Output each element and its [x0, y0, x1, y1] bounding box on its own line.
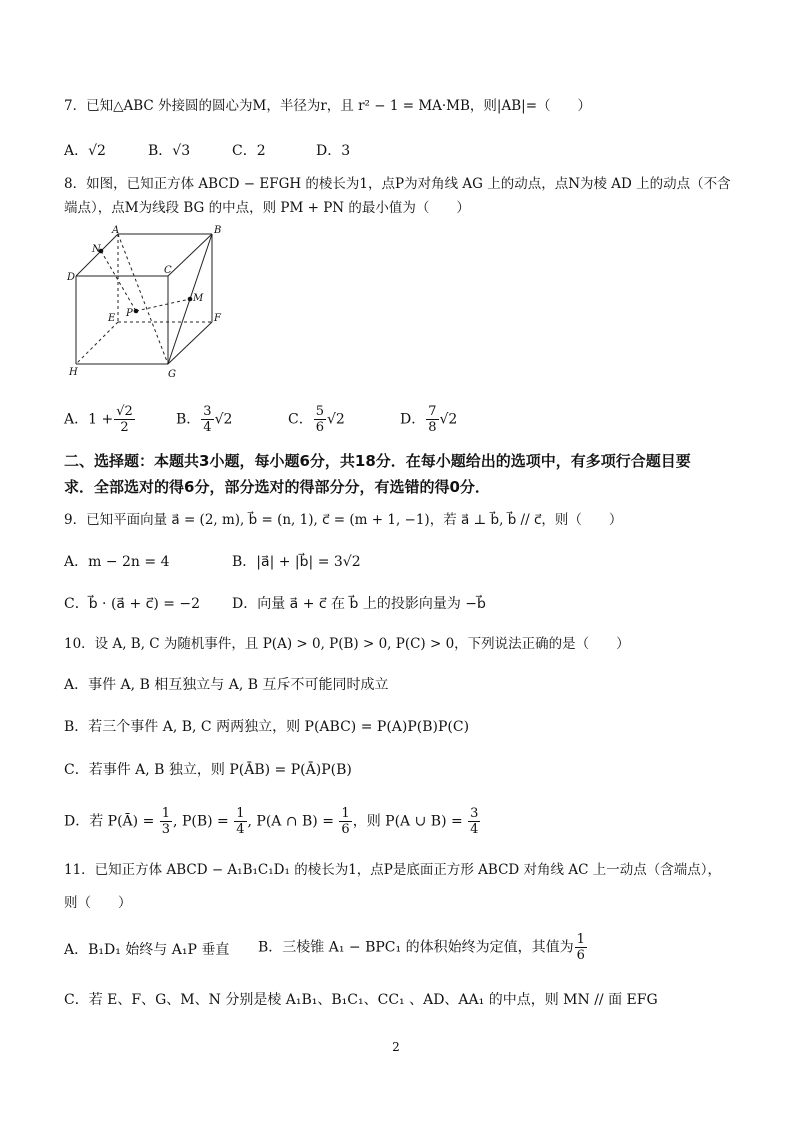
q11-option-b-text: B．三棱锥 A₁ − BPC₁ 的体积始终为定值，其值为: [258, 939, 574, 956]
q10-d-frac4-num: 3: [470, 806, 479, 821]
q10-d-frac1-den: 3: [161, 822, 171, 837]
q10-d-frac3-num: 1: [341, 806, 350, 821]
label-P: P: [126, 308, 133, 319]
q8-option-d-suffix: √2: [439, 411, 458, 428]
q10-stem: 10．设 A, B, C 为随机事件，且 P(A) > 0, P(B) > 0, P(C) > 0，下列说法正确的是（ ）: [64, 636, 630, 652]
label-G: G: [168, 369, 176, 380]
edge-EH: [76, 322, 118, 364]
label-M: M: [193, 293, 204, 304]
q10-option-d-mid2: , P(A ∩ B) =: [247, 813, 334, 830]
q10-option-a: A．事件 A, B 相互独立与 A, B 互斥不可能同时成立: [64, 677, 389, 693]
label-E: E: [108, 313, 116, 324]
q8-option-a-prefix: 1 +: [88, 411, 114, 428]
q11-option-b-den: 6: [576, 948, 585, 963]
q8-option-d-den: 8: [428, 420, 437, 435]
q8-option-a: [64, 404, 136, 435]
q7-option-b: B．√3: [148, 143, 191, 159]
q10-option-d-pre: D．若 P(Ā) =: [64, 813, 155, 830]
q10-d-frac4-den: 4: [470, 822, 479, 837]
q10-option-c: C．若事件 A, B 独立，则 P(ĀB) = P(Ā)P(B): [64, 762, 352, 778]
q10-option-d: [64, 806, 481, 837]
q8-option-d-num: 7: [428, 404, 437, 419]
q8-option-c-den: 6: [315, 420, 324, 435]
q10-option-d-mid1: , P(B) =: [173, 813, 229, 830]
label-D: D: [67, 272, 76, 283]
section2-heading-line1: 二、选择题：本题共3小题，每小题6分，共18分．在每小题给出的选项中，有多项行合题目要: [64, 452, 691, 470]
q8-stem-line1: 8．如图，已知正方体 ABCD − EFGH 的棱长为1，点P为对角线 AG 上的动点，点N为棱 AD 上的动点（不含: [64, 176, 731, 192]
label-F: F: [214, 313, 221, 324]
q8-option-d: [400, 404, 457, 435]
q7-option-c: C．2: [232, 143, 266, 159]
q9-stem: 9．已知平面向量 a⃗ = (2, m), b⃗ = (n, 1), c⃗ = (m + 1, −1)，若 a⃗ ⊥ b⃗, b⃗ // c⃗，则（ ）: [64, 512, 623, 528]
q11-option-a: A．B₁D₁ 始终与 A₁P 垂直: [64, 942, 230, 958]
segment-PM: [136, 299, 190, 311]
q8-option-b: [176, 404, 232, 435]
label-C: C: [164, 265, 172, 276]
q8-option-b-den: 4: [203, 420, 212, 435]
q7-stem: 7．已知△ABC 外接圆的圆心为M，半径为r，且 r² − 1 = MA·MB，则|AB|=（ ）: [64, 98, 592, 114]
cube-figure: [64, 224, 234, 380]
q10-d-frac2-num: 1: [236, 806, 245, 821]
q8-stem-line2: 端点），点M为线段 BG 的中点，则 PM + PN 的最小值为（ ）: [64, 200, 470, 216]
q11-stem-line2: 则（ ）: [64, 895, 132, 911]
q8-option-b-num: 3: [203, 404, 212, 419]
diagonal-AG: [118, 234, 168, 364]
q10-d-frac1-num: 1: [161, 806, 171, 821]
label-N: N: [92, 244, 101, 255]
q9-option-d: D．向量 a⃗ + c⃗ 在 b⃗ 上的投影向量为 −b⃗: [232, 596, 486, 612]
q7-option-a: A．√2: [64, 143, 106, 159]
q8-option-c-label: C．: [288, 411, 313, 428]
q10-d-frac2-den: 4: [236, 822, 245, 837]
q10-option-d-mid3: ，则 P(A ∪ B) =: [352, 813, 463, 830]
label-A: A: [112, 225, 120, 236]
edge-DA: [76, 234, 118, 276]
q8-option-c-num: 5: [315, 404, 324, 419]
q8-option-d-label: D．: [400, 411, 426, 428]
q11-option-b-num: 1: [576, 932, 585, 947]
q8-option-c: [288, 404, 345, 435]
q9-option-c: C．b⃗ · (a⃗ + c⃗) = −2: [64, 596, 201, 612]
label-H: H: [69, 367, 78, 378]
point-M: [188, 297, 193, 302]
q8-option-b-label: B．: [176, 411, 201, 428]
q8-option-c-suffix: √2: [327, 411, 345, 428]
q8-option-a-den: 2: [120, 420, 129, 435]
label-B: B: [214, 225, 222, 236]
point-P: [134, 309, 139, 314]
q8-option-a-num: √2: [116, 404, 133, 419]
q9-option-b: B．|a⃗| + |b⃗| = 3√2: [232, 554, 361, 570]
q10-option-b: B．若三个事件 A, B, C 两两独立，则 P(ABC) = P(A)P(B)P(C): [64, 719, 470, 735]
section2-heading-line2: 求．全部选对的得6分，部分选对的得部分分，有选错的得0分．: [64, 478, 490, 496]
q8-option-b-suffix: √2: [214, 411, 233, 428]
page-number: 2: [392, 1040, 400, 1054]
q9-option-a: A．m − 2n = 4: [64, 554, 170, 570]
q8-option-a-label: A．: [64, 411, 89, 428]
q11-option-c: C．若 E、F、G、M、N 分别是棱 A₁B₁、B₁C₁、CC₁ 、AD、AA₁ 的中点，则 MN // 面 EFG: [64, 992, 658, 1008]
q7-option-d: D．3: [316, 143, 351, 159]
q11-stem-line1: 11．已知正方体 ABCD − A₁B₁C₁D₁ 的棱长为1，点P是底面正方形 ABCD 对角线 AC 上一动点（含端点），: [64, 862, 721, 878]
q11-option-b: [258, 932, 588, 963]
q10-d-frac3-den: 6: [341, 822, 350, 837]
